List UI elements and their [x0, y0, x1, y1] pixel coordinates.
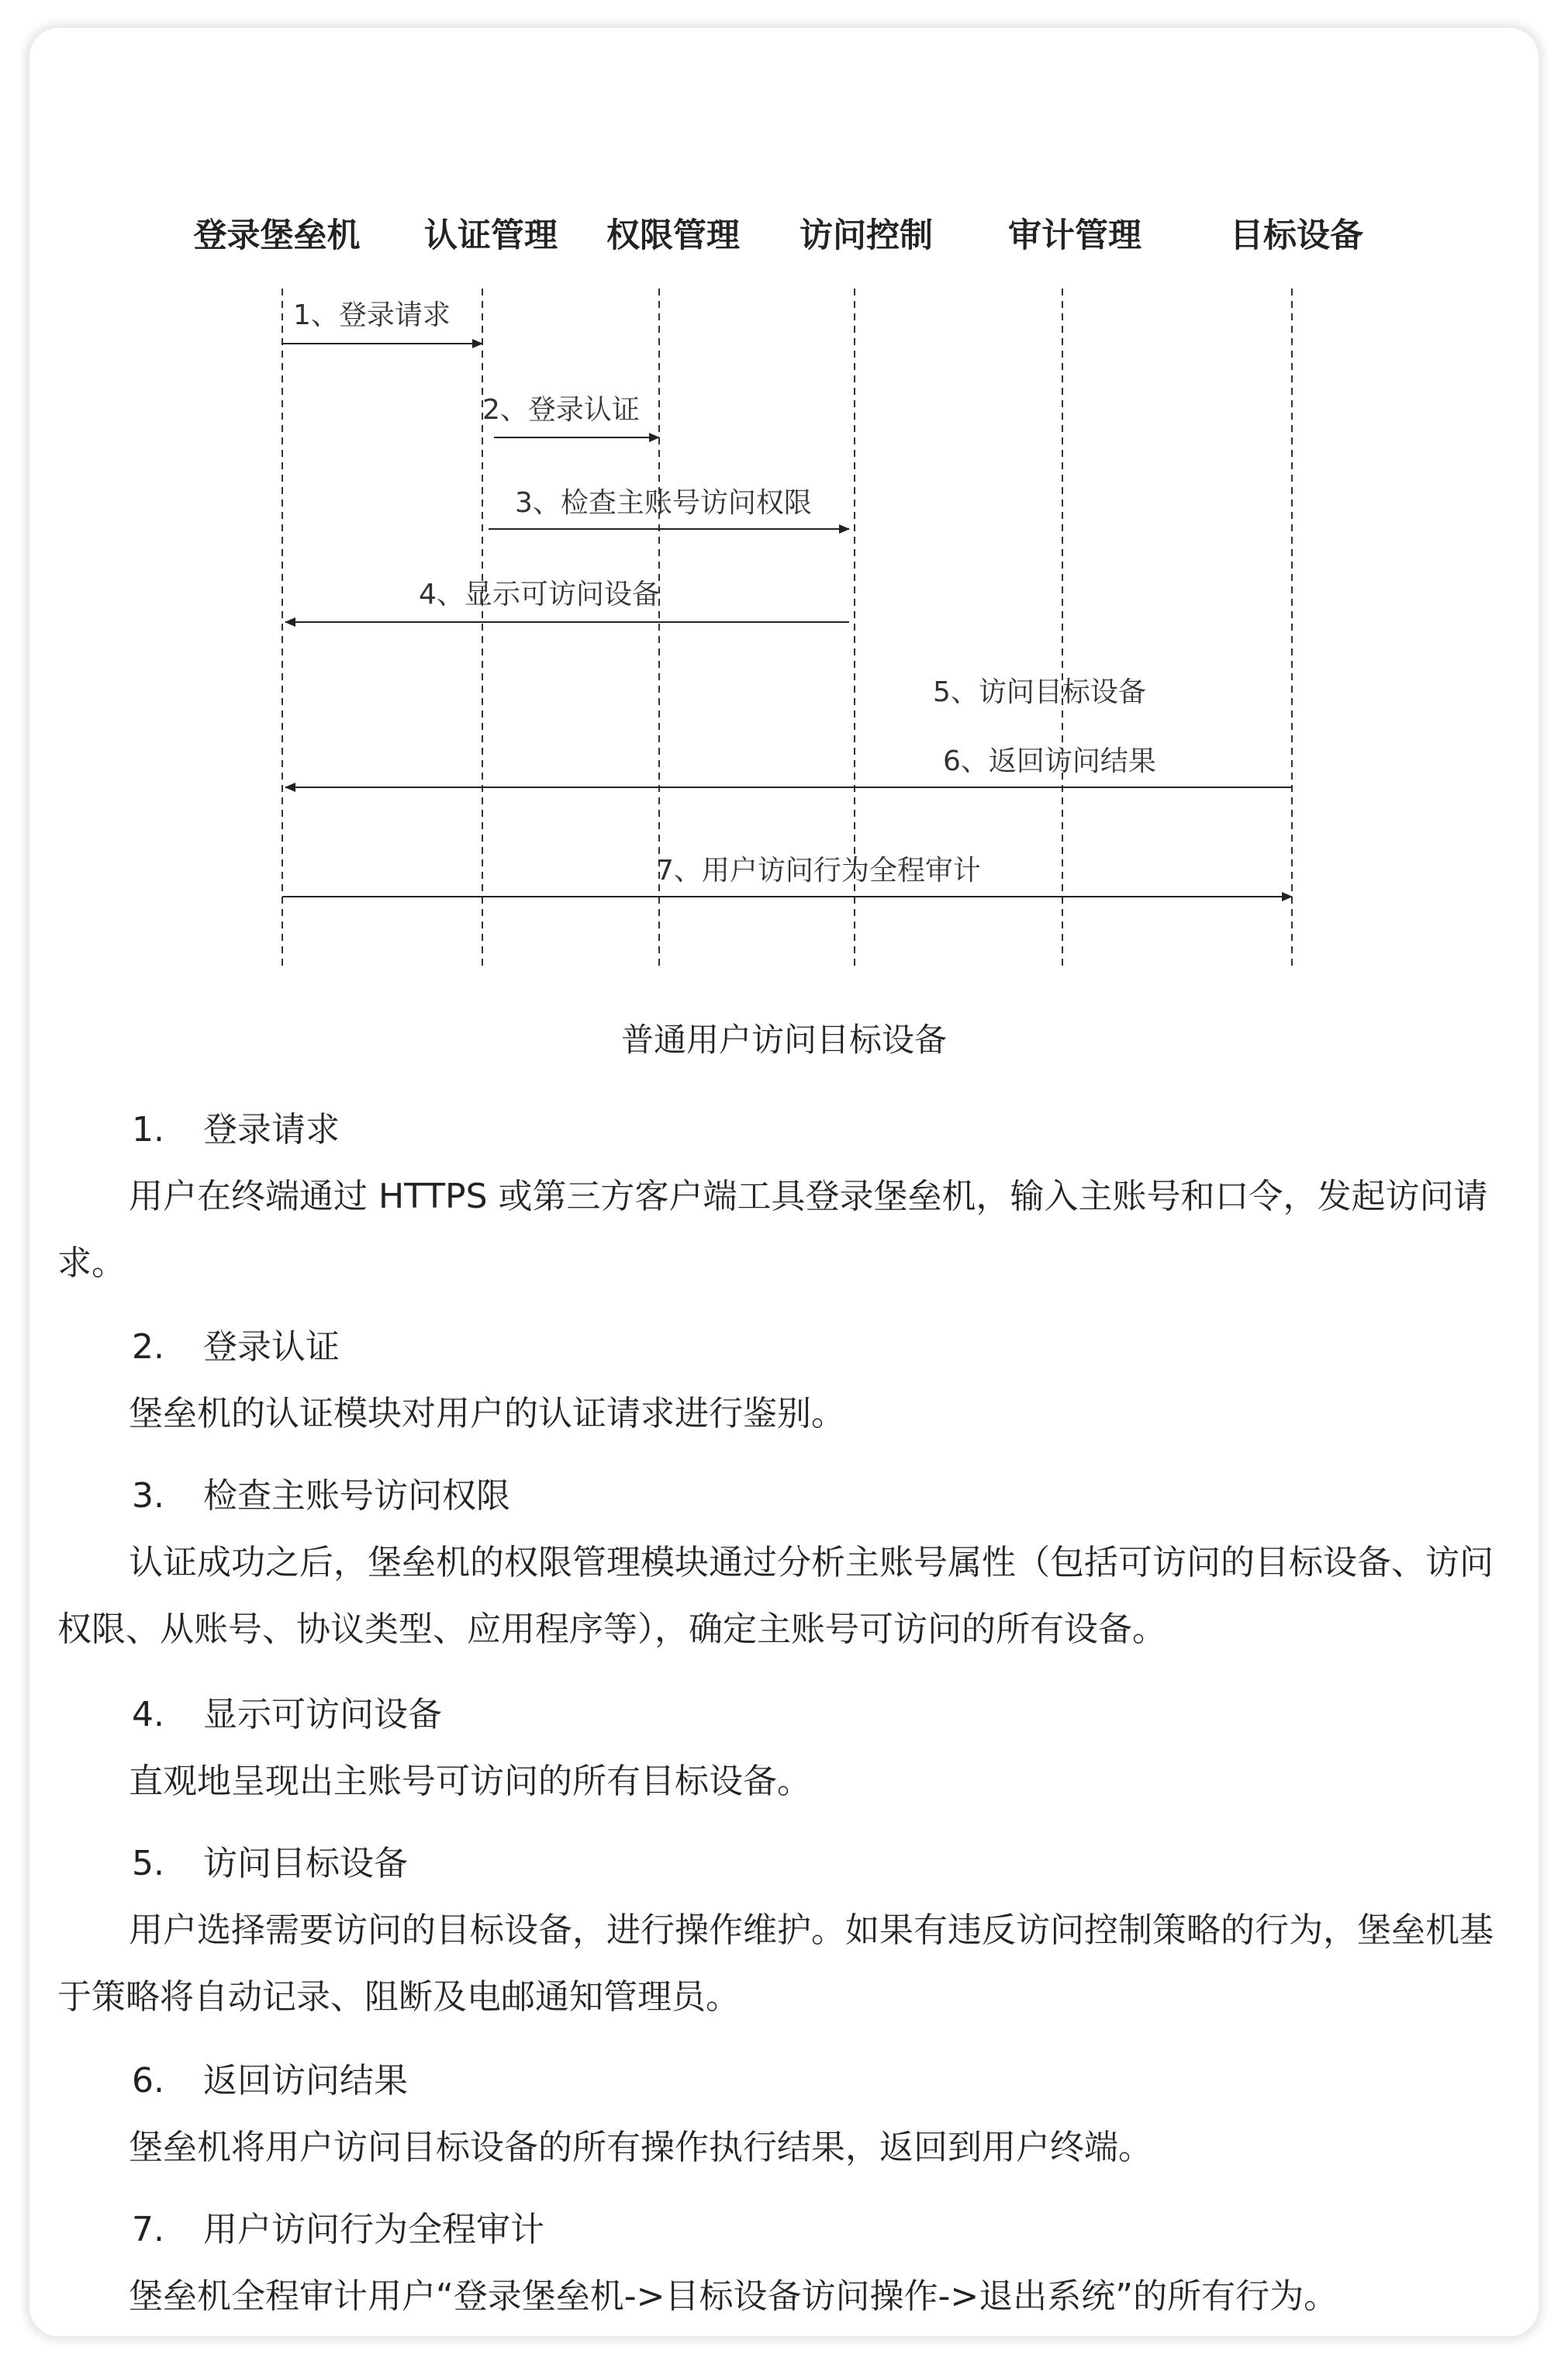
step-heading-2	[132, 1319, 340, 1368]
lane-title-target-device: 目标设备	[1230, 216, 1363, 255]
figure-caption: 普通用户访问目标设备	[620, 1021, 947, 1059]
message-label-3: 3、检查主账号访问权限	[515, 487, 812, 519]
step-heading-5	[132, 1835, 408, 1885]
step-number: 6.	[132, 2061, 164, 2100]
step-title: 访问目标设备	[203, 1844, 408, 1883]
step-title: 登录认证	[203, 1327, 340, 1367]
message-label-5: 5、访问目标设备	[933, 676, 1146, 708]
step-description-3: 认证成功之后，堡垒机的权限管理模块通过分析主账号属性（包括可访问的目标设备、访问权限、从账号、协议类型、应用程序等），确定主账号可访问的所有设备。	[57, 1543, 1494, 1649]
lane-title-auth-management: 认证管理	[424, 216, 558, 255]
message-label-1: 1、登录请求	[293, 299, 451, 331]
step-title: 显示可访问设备	[203, 1695, 442, 1734]
message-label-2: 2、登录认证	[482, 394, 640, 426]
step-number: 3.	[132, 1476, 164, 1516]
step-description-6: 堡垒机将用户访问目标设备的所有操作执行结果，返回到用户终端。	[129, 2128, 1152, 2167]
step-description-5: 用户选择需要访问的目标设备，进行操作维护。如果有违反访问控制策略的行为，堡垒机基于策略将自动记录、阻断及电邮通知管理员。	[57, 1910, 1494, 2017]
step-number: 5.	[132, 1844, 164, 1883]
lane-title-audit-management: 审计管理	[1008, 216, 1141, 255]
step-title: 检查主账号访问权限	[203, 1476, 510, 1516]
step-title: 用户访问行为全程审计	[203, 2210, 544, 2249]
lane-title-permission-management: 权限管理	[606, 216, 740, 255]
sequence-diagram	[0, 0, 1568, 1008]
message-label-4: 4、显示可访问设备	[419, 579, 660, 610]
lane-title-bastion-login: 登录堡垒机	[193, 216, 361, 255]
step-number: 1.	[132, 1110, 164, 1150]
step-heading-6	[132, 2052, 408, 2102]
lane-title-access-control: 访问控制	[800, 216, 933, 255]
message-label-7: 7、用户访问行为全程审计	[656, 855, 981, 887]
step-description-2: 堡垒机的认证模块对用户的认证请求进行鉴别。	[129, 1394, 845, 1433]
step-title: 登录请求	[203, 1110, 340, 1150]
step-description-4: 直观地呈现出主账号可访问的所有目标设备。	[129, 1762, 811, 1801]
step-title: 返回访问结果	[203, 2061, 408, 2100]
step-heading-1	[132, 1101, 340, 1151]
step-heading-7	[132, 2201, 544, 2251]
step-heading-4	[132, 1686, 442, 1736]
step-heading-3	[132, 1468, 510, 1517]
message-label-6: 6、返回访问结果	[943, 745, 1156, 777]
step-number: 7.	[132, 2210, 164, 2249]
step-number: 4.	[132, 1695, 164, 1734]
step-description-7: 堡垒机全程审计用户“登录堡垒机->目标设备访问操作->退出系统”的所有行为。	[129, 2277, 1338, 2316]
step-description-1: 用户在终端通过 HTTPS 或第三方客户端工具登录堡垒机，输入主账号和口令，发起访问请求。	[57, 1177, 1488, 1283]
step-number: 2.	[132, 1327, 164, 1367]
